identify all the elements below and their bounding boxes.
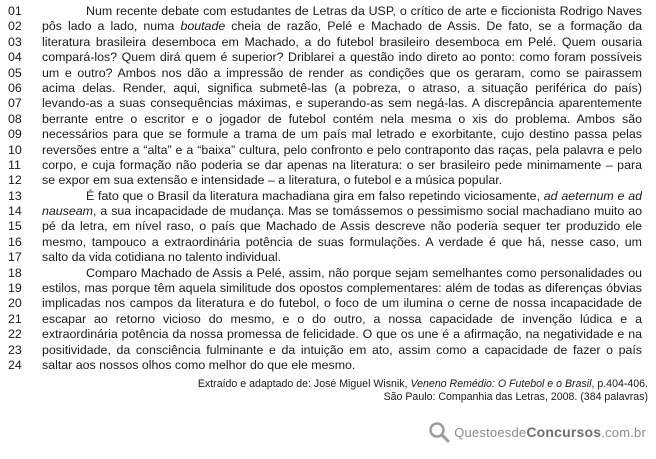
line-number: 17	[8, 250, 22, 265]
line-text: necessários para que se formule a trama de um país mal letrado e exorbitante, cujo destino passa pelas	[42, 127, 642, 142]
source-line-1: Extraído e adaptado de: José Miguel Wisnik, Veneno Remédio: O Futebol e o Brasil, p.404-406.	[197, 378, 648, 390]
line-number: 09	[8, 127, 22, 142]
text-line	[0, 35, 656, 50]
text-line	[0, 112, 656, 127]
text-line	[0, 189, 656, 204]
line-text: É fato que o Brasil da literatura machadiana gira em falso repetindo viciosamente, ad aeternum e ad	[86, 188, 642, 203]
text-line	[0, 4, 656, 19]
text-line	[0, 173, 656, 188]
line-text: literatura brasileira desemboca em Machado, a do futebol brasileiro desemboca em Pelé. Quem ousaria	[42, 34, 642, 49]
line-text: compará-los? Quem dirá quem é superior? Driblarei a questão indo direto ao ponto: como foram possíveis	[42, 50, 642, 65]
line-text: nauseam, a sua incapacidade de mudança. Mas se tomássemos o pessimismo social machadiano muito ao	[42, 204, 642, 219]
line-text: positividade, da consciência fulminante e da intuição em ato, assim como a capacidade de fazer o país	[42, 342, 642, 357]
line-text: salto da vida cotidiana no talento individual.	[42, 250, 282, 265]
text-line	[0, 127, 656, 142]
text-line	[0, 343, 656, 358]
text-line	[0, 358, 656, 373]
line-number: 14	[8, 204, 22, 219]
line-number: 15	[8, 219, 22, 234]
text-line	[0, 250, 656, 265]
line-number: 22	[8, 327, 22, 342]
source-line-2: São Paulo: Companhia das Letras, 2008. (384 palavras)	[383, 391, 648, 404]
line-number: 13	[8, 188, 22, 203]
line-text: levando-as a suas consequências máximas, e superando-as sem negá-las. A discrepância aparentemente	[42, 96, 642, 111]
line-text: extraordinária potência da nossa promessa de felicidade. O que os une é a afirmação, na negatividade e na	[42, 327, 642, 342]
line-text: saltar aos nossos olhos como melhor do que ele mesmo.	[42, 357, 356, 372]
text-line	[0, 281, 656, 296]
text-line	[0, 327, 656, 342]
text-line	[0, 235, 656, 250]
line-number: 08	[8, 111, 22, 126]
watermark-text: QuestoesdeConcursos.com.br	[454, 424, 646, 440]
line-text: escapar ao retorno vicioso do mesmo, e o do outro, a nossa capacidade de invenção lúdica e a	[42, 311, 642, 326]
line-text: se expor em sua extensão e intensidade – a literatura, o futebol e a música popular.	[42, 173, 503, 188]
text-line	[0, 158, 656, 173]
text-line	[0, 266, 656, 281]
line-number: 04	[8, 50, 22, 65]
line-text: pôs lado a lado, numa boutade cheia de razão, Pelé e Machado de Assis. De fato, se a formação da	[42, 19, 642, 34]
line-text: Comparo Machado de Assis a Pelé, assim, não porque sejam semelhantes como personalidades ou	[86, 265, 642, 280]
line-text: reversões entre a “alta” e a “baixa” cultura, pelo confronto e pelo contraponto das raças, pela palavra e pelo	[42, 142, 642, 157]
text-line	[0, 19, 656, 34]
line-number: 10	[8, 142, 22, 157]
text-line	[0, 50, 656, 65]
line-text: pé da letra, em nível raso, o país que Machado de Assis descreve não poderia sequer ter produzido ele	[42, 219, 642, 234]
line-number: 19	[8, 281, 22, 296]
line-number: 12	[8, 173, 22, 188]
line-text: acima delas. Render, aqui, significa submetê-las (a pobreza, o atraso, a situação periférica do país)	[42, 80, 642, 95]
line-number: 16	[8, 234, 22, 249]
text-line	[0, 96, 656, 111]
line-number: 05	[8, 65, 22, 80]
line-text: Num recente debate com estudantes de Letras da USP, o crítico de arte e ficcionista Rodrigo Naves	[86, 4, 642, 18]
line-number: 11	[8, 157, 21, 172]
text-line	[0, 204, 656, 219]
text-line	[0, 143, 656, 158]
line-number: 06	[8, 80, 22, 95]
watermark-logo	[428, 419, 646, 445]
line-text: berrante entre o escritor e o jogador de futebol contém nela mesma o xis do problema. Ambos são	[42, 111, 642, 126]
line-number: 07	[8, 96, 22, 111]
source-citation	[198, 378, 648, 404]
line-number: 21	[8, 311, 22, 326]
line-number: 03	[8, 34, 22, 49]
text-line	[0, 312, 656, 327]
line-text: corpo, e cuja formação não poderia se dar apenas na literatura: o ser brasileiro pede minimamente – para	[42, 157, 642, 172]
text-line	[0, 66, 656, 81]
text-line	[0, 296, 656, 311]
text-line	[0, 81, 656, 96]
line-text: mesmo, tampouco a extraordinária potência de suas formulações. A verdade é que há, nesse caso, um	[42, 234, 642, 249]
line-number: 02	[8, 19, 22, 34]
line-text: estilos, mas porque têm aquela similitude dos opostos complementares: além de todas as diferenças óbvias	[42, 281, 642, 296]
line-text: implicadas nos campos da literatura e do futebol, o foco de um ilumina o cerne de nossa incapacidade de	[42, 296, 642, 311]
line-number: 23	[8, 342, 22, 357]
document-body	[0, 4, 656, 373]
line-number: 20	[8, 296, 22, 311]
line-number: 24	[8, 357, 22, 372]
text-line	[0, 219, 656, 234]
line-number: 18	[8, 265, 22, 280]
magnifier-logo-icon	[428, 421, 450, 443]
line-number: 01	[8, 4, 22, 18]
line-text: um e outro? Ambos nos dão a impressão de render as condições que os geraram, como se pairassem	[42, 65, 642, 80]
